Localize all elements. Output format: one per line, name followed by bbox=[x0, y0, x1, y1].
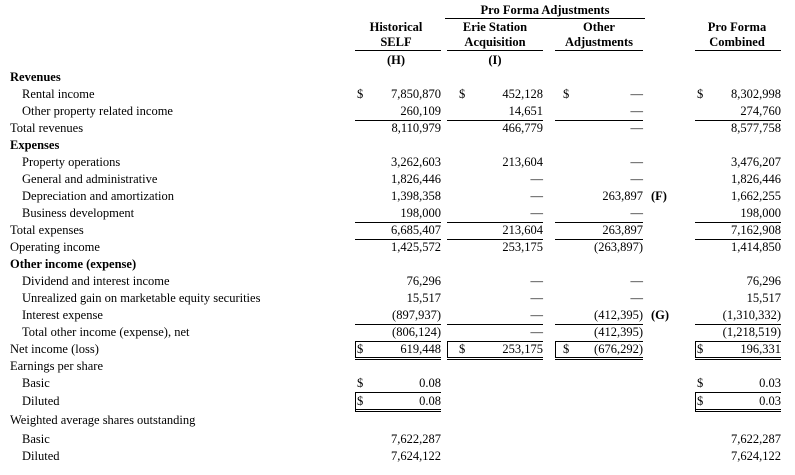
historical-value: 198,000 bbox=[400, 206, 441, 220]
other-adjustment-value: — bbox=[630, 291, 643, 305]
row-label: Earnings per share bbox=[10, 359, 104, 373]
historical-value: 619,448 bbox=[400, 342, 441, 356]
historical-value: 260,109 bbox=[400, 104, 441, 118]
combined-value: 15,517 bbox=[746, 291, 781, 305]
row-label: Business development bbox=[22, 206, 135, 220]
dollar-sign: $ bbox=[697, 87, 704, 101]
row-label: Dividend and interest income bbox=[22, 274, 170, 288]
combined-value: 1,414,850 bbox=[731, 240, 781, 254]
historical-value: 7,850,870 bbox=[391, 87, 441, 101]
row-label: Unrealized gain on marketable equity securities bbox=[22, 291, 261, 305]
combined-value: 8,577,758 bbox=[731, 121, 781, 135]
historical-value: 15,517 bbox=[406, 291, 441, 305]
combined-value: 8,302,998 bbox=[731, 87, 781, 101]
erie-value: — bbox=[530, 308, 543, 322]
subtotal-rule bbox=[355, 239, 441, 240]
other-adjustment-value: — bbox=[630, 87, 643, 101]
dollar-sign: $ bbox=[357, 342, 364, 356]
subtotal-rule bbox=[355, 324, 441, 325]
historical-value: 0.08 bbox=[419, 394, 441, 408]
dollar-sign: $ bbox=[357, 376, 364, 390]
subtotal-rule bbox=[695, 324, 781, 325]
subtotal-rule bbox=[447, 120, 543, 121]
other-adjustment-value: — bbox=[630, 206, 643, 220]
historical-heading-2: SELF bbox=[380, 35, 412, 49]
net-income-box-edge bbox=[355, 341, 356, 358]
historical-value: 1,425,572 bbox=[391, 240, 441, 254]
combined-value: (1,218,519) bbox=[722, 325, 781, 339]
note-i: (I) bbox=[488, 53, 502, 67]
other-adjustment-value: (263,897) bbox=[594, 240, 643, 254]
historical-value: 3,262,603 bbox=[391, 155, 441, 169]
net-income-box-edge bbox=[695, 341, 696, 358]
subtotal-rule bbox=[355, 120, 441, 121]
row-label: Total revenues bbox=[10, 121, 84, 135]
subtotal-rule bbox=[695, 392, 781, 393]
erie-value: — bbox=[530, 274, 543, 288]
erie-value: — bbox=[530, 189, 543, 203]
double-rule bbox=[447, 357, 543, 360]
subtotal-rule bbox=[447, 239, 543, 240]
dollar-sign: $ bbox=[459, 87, 466, 101]
net-income-box-edge bbox=[447, 341, 448, 358]
row-label: Interest expense bbox=[22, 308, 103, 322]
dollar-sign: $ bbox=[563, 87, 570, 101]
combined-value: 198,000 bbox=[740, 206, 781, 220]
combined-value: 196,331 bbox=[740, 342, 781, 356]
eps-box-edge bbox=[695, 392, 696, 411]
historical-value: 7,624,122 bbox=[391, 449, 441, 463]
row-label: Basic bbox=[22, 432, 50, 446]
combined-heading-2: Combined bbox=[709, 35, 765, 49]
row-label: Expenses bbox=[10, 138, 60, 152]
other-adjustment-value: 263,897 bbox=[602, 189, 643, 203]
subtotal-rule bbox=[555, 120, 643, 121]
double-rule bbox=[355, 357, 441, 360]
double-rule bbox=[695, 357, 781, 360]
subtotal-rule bbox=[695, 239, 781, 240]
combined-value: 7,162,908 bbox=[731, 223, 781, 237]
historical-value: 1,398,358 bbox=[391, 189, 441, 203]
historical-heading-1: Historical bbox=[369, 20, 423, 34]
erie-heading-2: Acquisition bbox=[464, 35, 526, 49]
row-label: Weighted average shares outstanding bbox=[10, 413, 196, 427]
dollar-sign: $ bbox=[697, 376, 704, 390]
combined-value: 76,296 bbox=[746, 274, 781, 288]
other-adjustment-value: — bbox=[630, 274, 643, 288]
row-label: Diluted bbox=[22, 449, 60, 463]
erie-value: — bbox=[530, 325, 543, 339]
other-adjustment-value: 263,897 bbox=[602, 223, 643, 237]
eps-box-edge bbox=[355, 392, 356, 411]
double-rule bbox=[555, 357, 643, 360]
subtotal-rule bbox=[555, 341, 643, 342]
other-heading-1: Other bbox=[583, 20, 615, 34]
net-income-box-edge bbox=[555, 341, 556, 358]
row-label: Rental income bbox=[22, 87, 95, 101]
pro-forma-adjustments-heading: Pro Forma Adjustments bbox=[480, 3, 610, 17]
col-c-rule bbox=[695, 50, 781, 51]
historical-value: 6,685,407 bbox=[391, 223, 441, 237]
erie-value: 466,779 bbox=[502, 121, 543, 135]
subtotal-rule bbox=[555, 239, 643, 240]
historical-value: (806,124) bbox=[392, 325, 441, 339]
subtotal-rule bbox=[555, 222, 643, 223]
erie-heading-1: Erie Station bbox=[462, 20, 528, 34]
erie-value: 253,175 bbox=[502, 342, 543, 356]
dollar-sign: $ bbox=[459, 342, 466, 356]
double-rule bbox=[355, 409, 441, 412]
erie-value: — bbox=[530, 206, 543, 220]
row-label: Other income (expense) bbox=[10, 257, 137, 271]
subtotal-rule bbox=[695, 222, 781, 223]
row-label: Basic bbox=[22, 376, 50, 390]
row-label: Operating income bbox=[10, 240, 100, 254]
other-adjustment-value: (412,395) bbox=[594, 325, 643, 339]
col-e-rule bbox=[447, 50, 543, 51]
col-h-rule bbox=[355, 50, 441, 51]
row-label: Diluted bbox=[22, 394, 60, 408]
other-adjustment-value: (676,292) bbox=[594, 342, 643, 356]
historical-value: 7,622,287 bbox=[391, 432, 441, 446]
row-label: Total expenses bbox=[10, 223, 84, 237]
other-adjustment-value: — bbox=[630, 155, 643, 169]
subtotal-rule bbox=[447, 324, 543, 325]
subtotal-rule bbox=[355, 341, 441, 342]
historical-value: 8,110,979 bbox=[391, 121, 441, 135]
erie-value: 14,651 bbox=[508, 104, 543, 118]
combined-value: 0.03 bbox=[759, 394, 781, 408]
historical-value: 76,296 bbox=[406, 274, 441, 288]
subtotal-rule bbox=[447, 341, 543, 342]
row-label: Other property related income bbox=[22, 104, 173, 118]
historical-value: 0.08 bbox=[419, 376, 441, 390]
subtotal-rule bbox=[695, 341, 781, 342]
footnote-marker: (F) bbox=[651, 189, 667, 203]
erie-value: 452,128 bbox=[502, 87, 543, 101]
combined-value: 3,476,207 bbox=[731, 155, 781, 169]
note-h: (H) bbox=[386, 53, 406, 67]
erie-value: 253,175 bbox=[502, 240, 543, 254]
other-adjustment-value: — bbox=[630, 121, 643, 135]
combined-value: 7,624,122 bbox=[731, 449, 781, 463]
row-label: Property operations bbox=[22, 155, 121, 169]
combined-value: (1,310,332) bbox=[722, 308, 781, 322]
erie-value: — bbox=[530, 172, 543, 186]
row-label: Net income (loss) bbox=[10, 342, 99, 356]
combined-value: 1,826,446 bbox=[731, 172, 781, 186]
row-label: Depreciation and amortization bbox=[22, 189, 175, 203]
combined-value: 7,622,287 bbox=[731, 432, 781, 446]
col-o-rule bbox=[555, 50, 643, 51]
other-adjustment-value: (412,395) bbox=[594, 308, 643, 322]
erie-value: — bbox=[530, 291, 543, 305]
dollar-sign: $ bbox=[563, 342, 570, 356]
combined-value: 1,662,255 bbox=[731, 189, 781, 203]
dollar-sign: $ bbox=[357, 87, 364, 101]
other-adjustment-value: — bbox=[630, 172, 643, 186]
subtotal-rule bbox=[695, 120, 781, 121]
subtotal-rule bbox=[447, 222, 543, 223]
combined-heading-1: Pro Forma bbox=[707, 20, 767, 34]
other-adjustment-value: — bbox=[630, 104, 643, 118]
row-label: Total other income (expense), net bbox=[22, 325, 190, 339]
historical-value: (897,937) bbox=[392, 308, 441, 322]
erie-value: 213,604 bbox=[502, 223, 543, 237]
footnote-marker: (G) bbox=[651, 308, 670, 322]
subtotal-rule bbox=[555, 324, 643, 325]
erie-value: 213,604 bbox=[502, 155, 543, 169]
header-rule bbox=[445, 18, 645, 19]
row-label: Revenues bbox=[10, 70, 61, 84]
subtotal-rule bbox=[355, 222, 441, 223]
subtotal-rule bbox=[355, 392, 441, 393]
double-rule bbox=[695, 409, 781, 412]
other-heading-2: Adjustments bbox=[564, 35, 634, 49]
dollar-sign: $ bbox=[357, 394, 364, 408]
combined-value: 0.03 bbox=[759, 376, 781, 390]
dollar-sign: $ bbox=[697, 342, 704, 356]
row-label: General and administrative bbox=[22, 172, 158, 186]
combined-value: 274,760 bbox=[740, 104, 781, 118]
dollar-sign: $ bbox=[697, 394, 704, 408]
historical-value: 1,826,446 bbox=[391, 172, 441, 186]
